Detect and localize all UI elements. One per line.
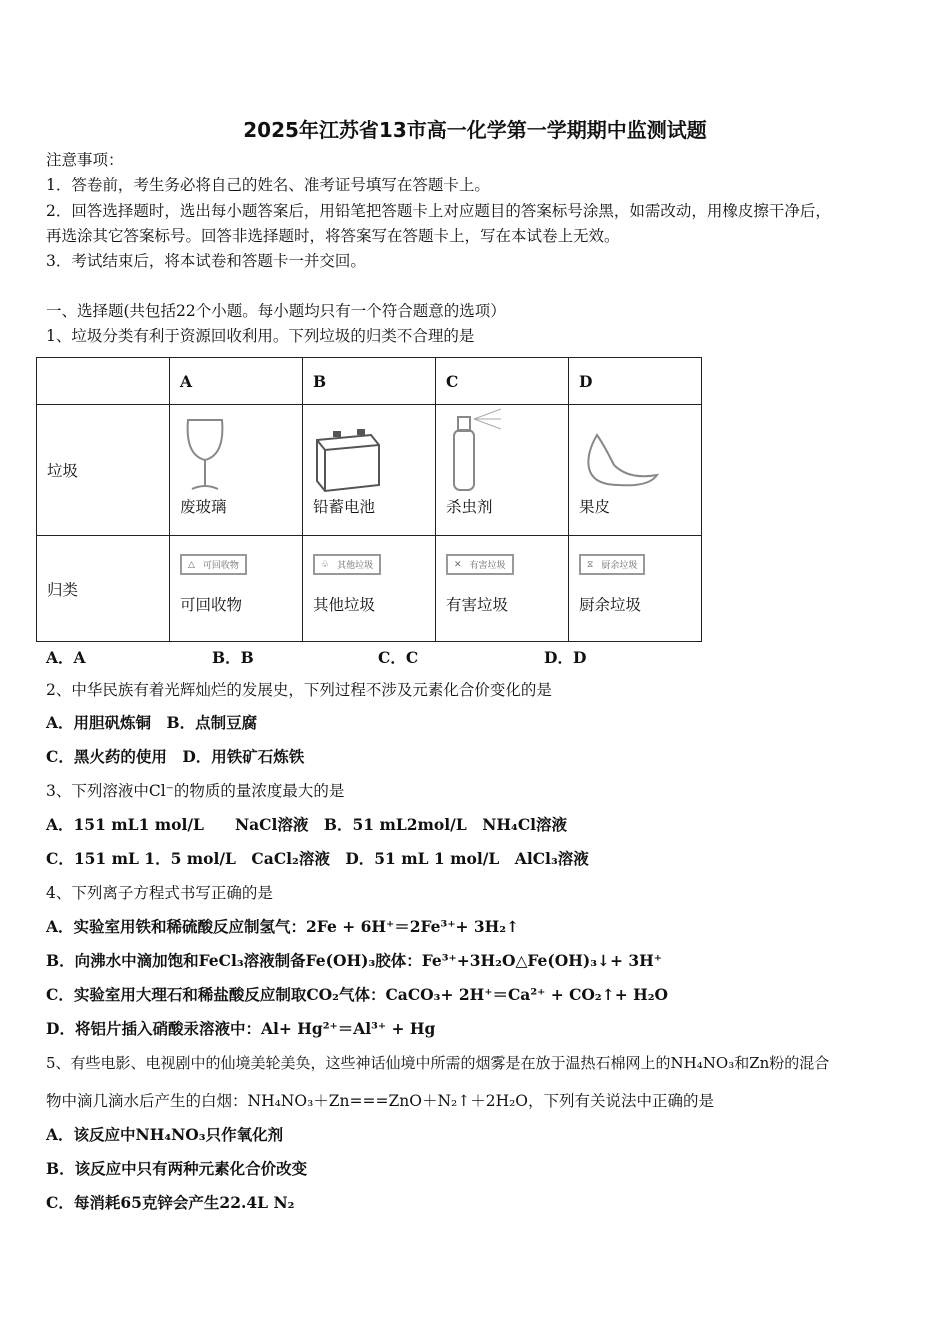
- notice-heading: 注意事项：: [46, 151, 124, 169]
- row-label-category: 归类: [37, 536, 170, 642]
- category-label: 有害垃圾: [446, 596, 509, 614]
- other-waste-sign: ♧ 其他垃圾: [313, 554, 381, 575]
- item-label: 铅蓄电池: [313, 498, 376, 516]
- question-5-stem-cont: 物中滴几滴水后产生的白烟：NH₄NO₃＋Zn===ZnO＋N₂↑＋2H₂O，下列有关说法中正确的是: [46, 1092, 715, 1110]
- garbage-table: [36, 357, 702, 642]
- question-option: C．每消耗65克锌会产生22.4L N₂: [46, 1193, 295, 1212]
- notice-item: 3．考试结束后，将本试卷和答题卡一并交回。: [46, 252, 366, 270]
- question-option: C．实验室用大理石和稀盐酸反应制取CO₂气体：CaCO₃+ 2H⁺＝Ca²⁺ + CO₂↑+ H₂O: [46, 985, 669, 1004]
- question-3-stem: 3、下列溶液中Cl⁻的物质的量浓度最大的是: [46, 782, 345, 800]
- recyclable-sign: △ 可回收物: [180, 554, 247, 575]
- question-option: A．用胆矾炼铜 B．点制豆腐: [46, 713, 258, 732]
- header-b: B: [303, 358, 436, 405]
- header-d: D: [569, 358, 702, 405]
- item-label: 果皮: [579, 498, 611, 516]
- option-d: D．D: [544, 648, 587, 667]
- question-option: C．151 mL 1．5 mol/L CaCl₂溶液 D．51 mL 1 mol/L AlCl₃溶液: [46, 849, 589, 868]
- category-label: 可回收物: [180, 596, 243, 614]
- question-option: C．黑火药的使用 D．用铁矿石炼铁: [46, 747, 305, 766]
- item-label: 杀虫剂: [446, 498, 493, 516]
- question-5-stem: 5、有些电影、电视剧中的仙境美轮美奂，这些神话仙境中所需的烟雾是在放于温热石棉网上的NH₄NO₃和Zn粉的混合: [46, 1054, 830, 1072]
- banana-peel-icon: [579, 405, 691, 495]
- question-option: D．将铝片插入硝酸汞溶液中：Al+ Hg²⁺＝Al³⁺ + Hg: [46, 1019, 436, 1038]
- notice-item: 1．答卷前，考生务必将自己的姓名、准考证号填写在答题卡上。: [46, 176, 490, 194]
- question-2-stem: 2、中华民族有着光辉灿烂的发展史，下列过程不涉及元素化合价变化的是: [46, 681, 552, 699]
- kitchen-waste-sign: ⧖ 厨余垃圾: [579, 554, 645, 575]
- notice-item: 再选涂其它答案标号。回答非选择题时，将答案写在答题卡上，写在本试卷上无效。: [46, 227, 620, 245]
- question-1-stem: 1、垃圾分类有利于资源回收利用。下列垃圾的归类不合理的是: [46, 327, 475, 345]
- table-corner: [37, 358, 170, 405]
- category-label: 厨余垃圾: [579, 596, 642, 614]
- spray-can-icon: [446, 405, 558, 495]
- cell-glass: [170, 405, 303, 536]
- category-label: 其他垃圾: [313, 596, 376, 614]
- item-label: 废玻璃: [180, 498, 227, 516]
- header-c: C: [436, 358, 569, 405]
- notice-item: 2．回答选择题时，选出每小题答案后，用铅笔把答题卡上对应题目的答案标号涂黑，如需改动，用橡皮擦干净后，: [46, 202, 831, 220]
- page-title: 2025年江苏省13市高一化学第一学期期中监测试题: [243, 118, 707, 142]
- hourglass-icon: ⧖: [587, 559, 594, 570]
- question-option: B．该反应中只有两种元素化合价改变: [46, 1159, 308, 1178]
- wine-glass-icon: [180, 405, 292, 495]
- section-heading: 一、选择题(共包括22个小题。每小题均只有一个符合题意的选项）: [46, 302, 506, 320]
- question-option: A．151 mL1 mol/L NaCl溶液 B．51 mL2mol/L NH₄Cl溶液: [46, 815, 568, 834]
- hazardous-sign: ✕ 有害垃圾: [446, 554, 514, 575]
- header-a: A: [170, 358, 303, 405]
- battery-icon: [313, 405, 425, 495]
- question-4-stem: 4、下列离子方程式书写正确的是: [46, 884, 273, 902]
- tree-icon: ♧: [321, 559, 330, 570]
- question-option: B．向沸水中滴加饱和FeCl₃溶液制备Fe(OH)₃胶体：Fe³⁺+3H₂O△Fe(OH)₃↓+ 3H⁺: [46, 951, 662, 970]
- question-option: A．实验室用铁和稀硫酸反应制氢气：2Fe + 6H⁺＝2Fe³⁺+ 3H₂↑: [46, 917, 520, 936]
- cell-insecticide: [436, 405, 569, 536]
- cell-peel: [569, 405, 702, 536]
- x-icon: ✕: [454, 559, 462, 570]
- cell-battery: [303, 405, 436, 536]
- recycle-icon: △: [188, 559, 195, 570]
- question-1-options: [46, 646, 710, 668]
- row-label-garbage: 垃圾: [37, 405, 170, 536]
- option-c: C．C: [378, 648, 419, 667]
- question-option: A．该反应中NH₄NO₃只作氧化剂: [46, 1125, 284, 1144]
- option-b: B．B: [212, 648, 254, 667]
- option-a: A．A: [46, 648, 86, 667]
